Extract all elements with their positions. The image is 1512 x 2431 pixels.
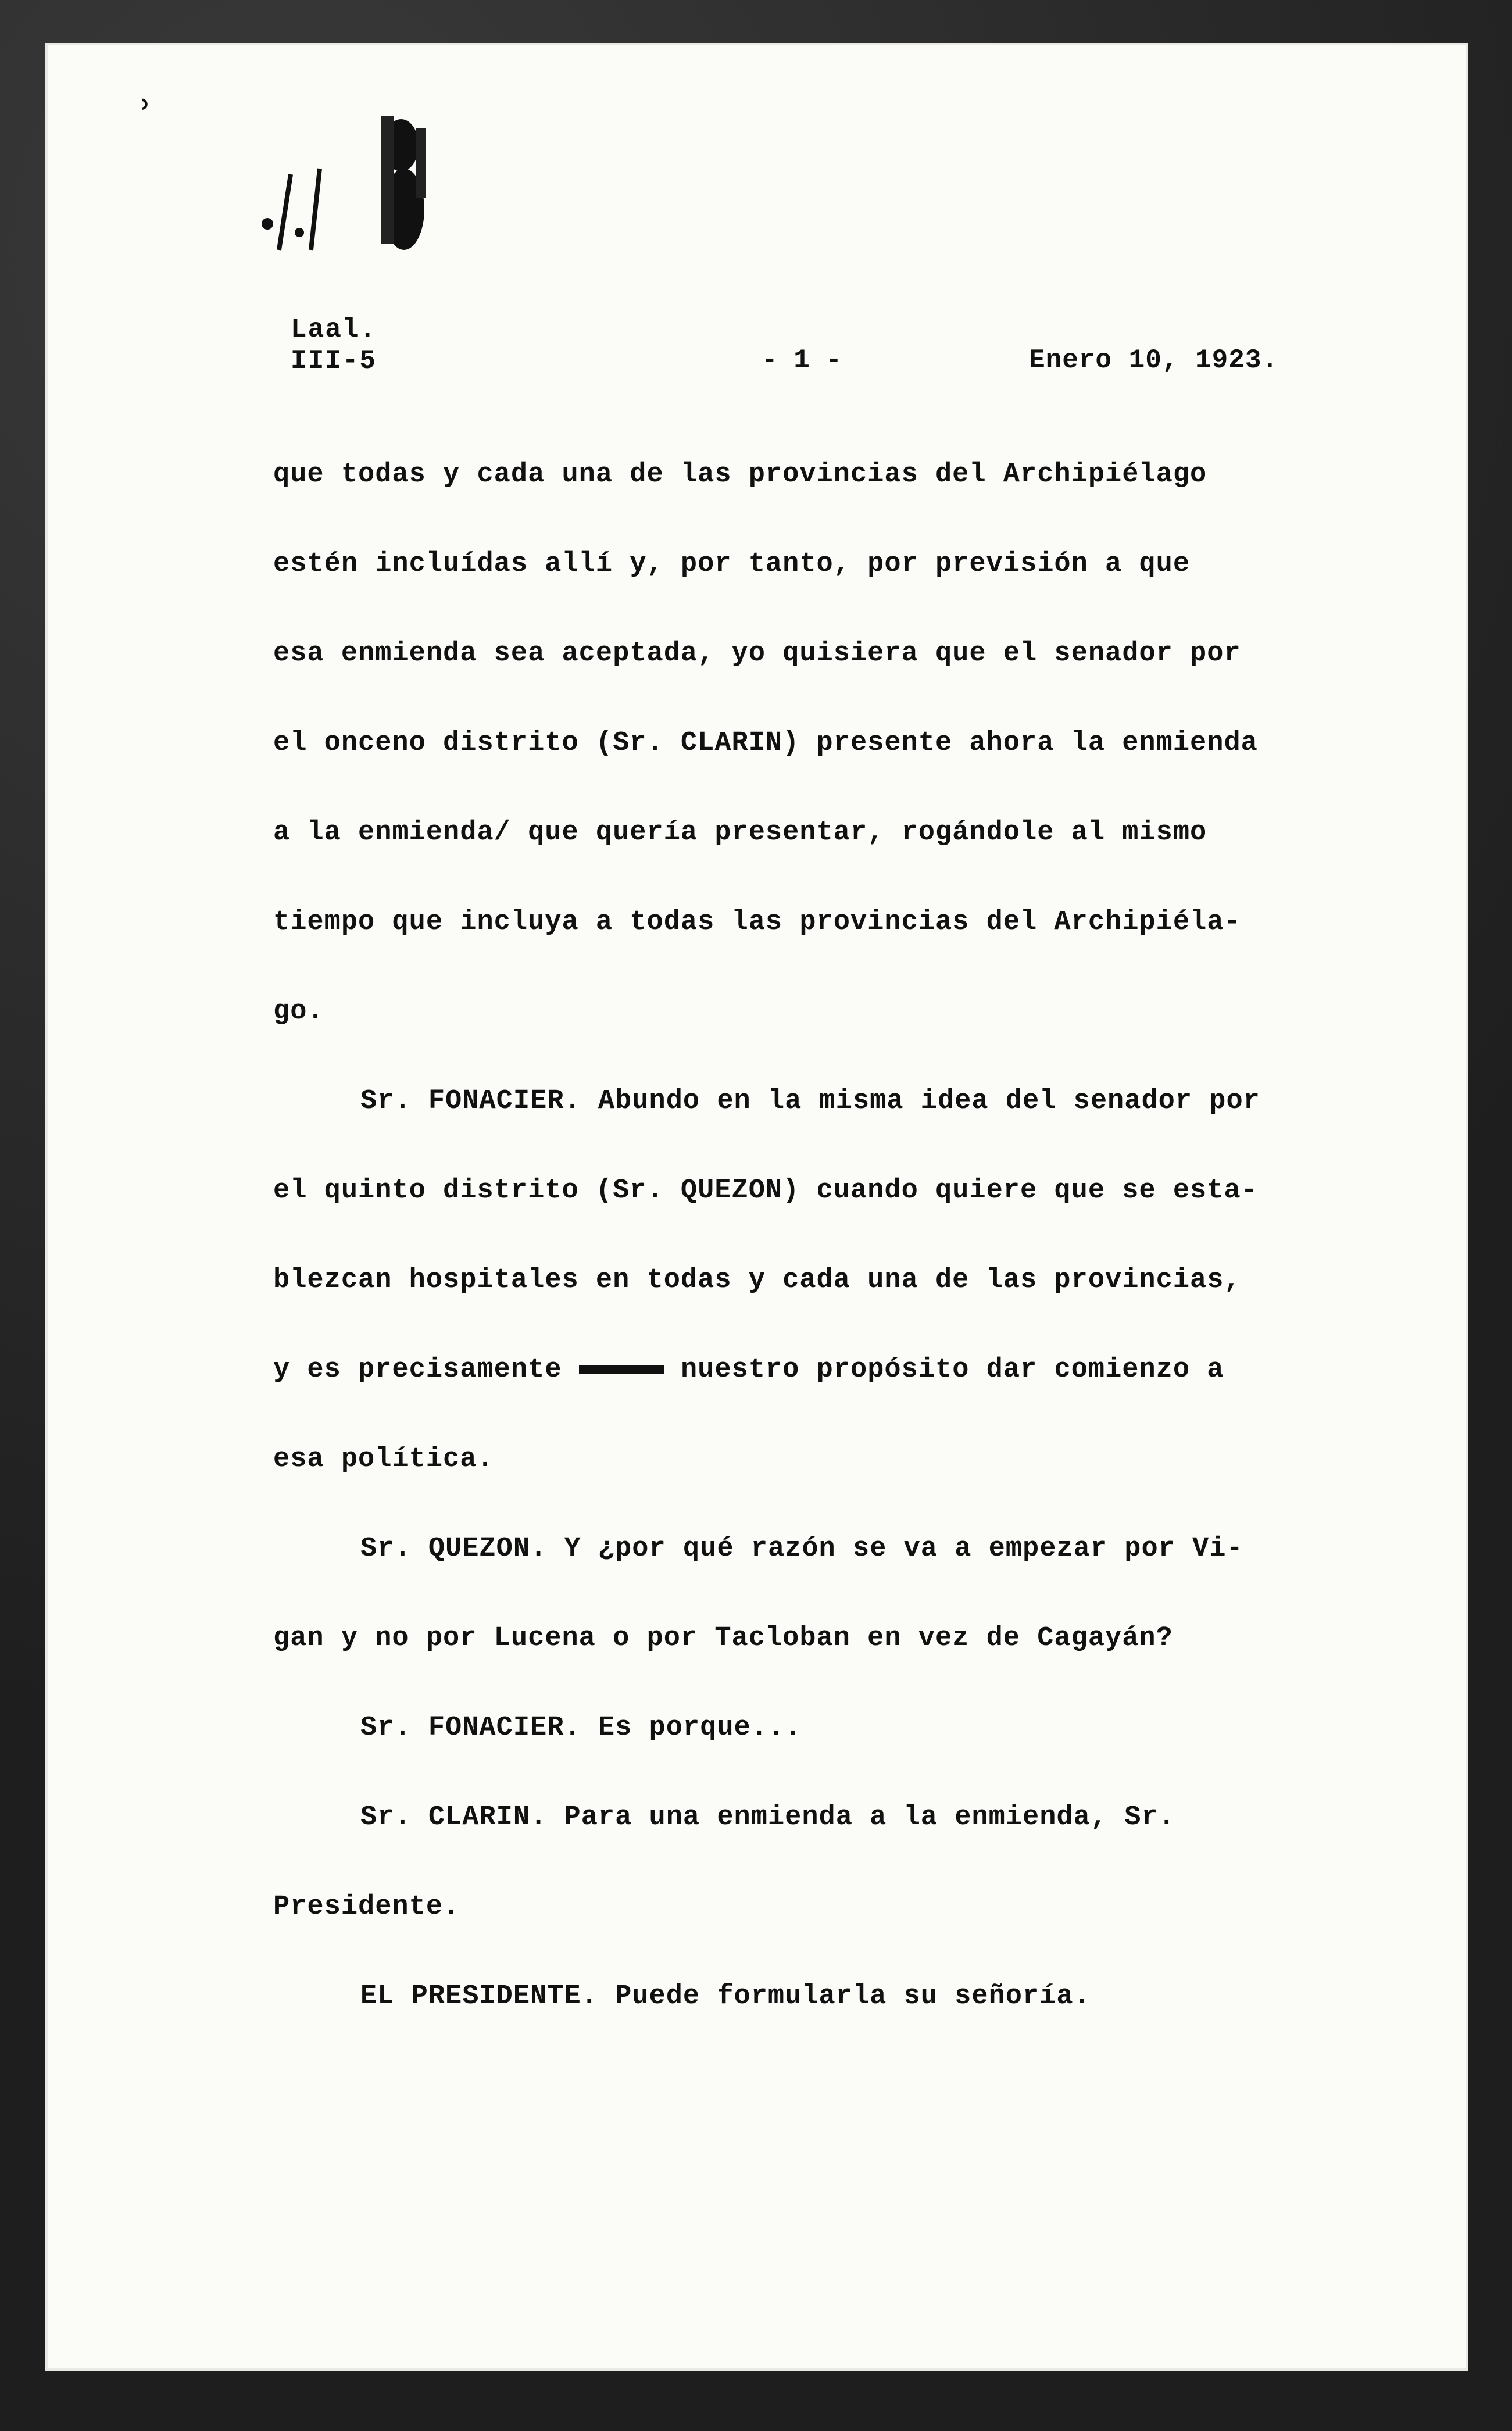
speech-line [273, 1802, 1325, 1892]
speaker-name: Sr. QUEZON. [360, 1533, 548, 1564]
speech-line [273, 1981, 1325, 2071]
page-number: - 1 - [762, 345, 842, 376]
speech-text: y es precisamente [273, 1354, 562, 1385]
text-line: a la enmienda/ que quería presentar, rogándole al mismo [273, 817, 1207, 848]
text-line: tiempo que incluya a todas las provincias del Archipiéla- [273, 907, 1241, 938]
document-code [291, 314, 377, 377]
text-line: blezcan hospitales en todas y cada una de las provincias, [273, 1265, 1241, 1296]
text-line: esa política. [273, 1444, 494, 1475]
document-code-line-1: Laal. [291, 314, 377, 345]
speech-line [273, 1086, 1325, 1175]
corner-tick-mark: ˒ [140, 81, 153, 130]
speech-text: nuestro propósito dar comienzo a [680, 1354, 1224, 1385]
text-line: estén incluídas allí y, por tanto, por previsión a que [273, 549, 1191, 580]
speech-line [273, 1533, 1325, 1623]
page-stamp-mark [256, 105, 477, 256]
speaker-name: Sr. FONACIER. [360, 1086, 581, 1117]
text-line: gan y no por Lucena o por Tacloban en vez de Cagayán? [273, 1623, 1173, 1654]
speech-text: Puede formularla su señoría. [615, 1981, 1091, 2012]
speech-text: Para una enmienda a la enmienda, Sr. [564, 1802, 1175, 1833]
text-line [273, 1354, 1325, 1444]
text-line: go. [273, 996, 324, 1027]
text-line: Presidente. [273, 1892, 460, 1922]
speaker-name: Sr. CLARIN. [360, 1802, 548, 1833]
speaker-name: EL PRESIDENTE. [360, 1981, 598, 2012]
speech-line [273, 1713, 1325, 1802]
transcript-body [273, 459, 1325, 2071]
struck-out-text [579, 1365, 664, 1374]
text-line: que todas y cada una de las provincias del Archipiélago [273, 459, 1207, 490]
speaker-name: Sr. FONACIER. [360, 1713, 581, 1743]
text-line: el onceno distrito (Sr. CLARIN) presente ahora la enmienda [273, 728, 1258, 759]
speech-text: Es porque... [598, 1713, 802, 1743]
speech-text: Y ¿por qué razón se va a empezar por Vi- [564, 1533, 1243, 1564]
document-code-line-2: III-5 [291, 346, 377, 376]
text-line: esa enmienda sea aceptada, yo quisiera que el senador por [273, 638, 1241, 669]
text-line: el quinto distrito (Sr. QUEZON) cuando quiere que se esta- [273, 1175, 1258, 1206]
document-date: Enero 10, 1923. [1029, 345, 1279, 376]
speech-text: Abundo en la misma idea del senador por [598, 1086, 1260, 1117]
